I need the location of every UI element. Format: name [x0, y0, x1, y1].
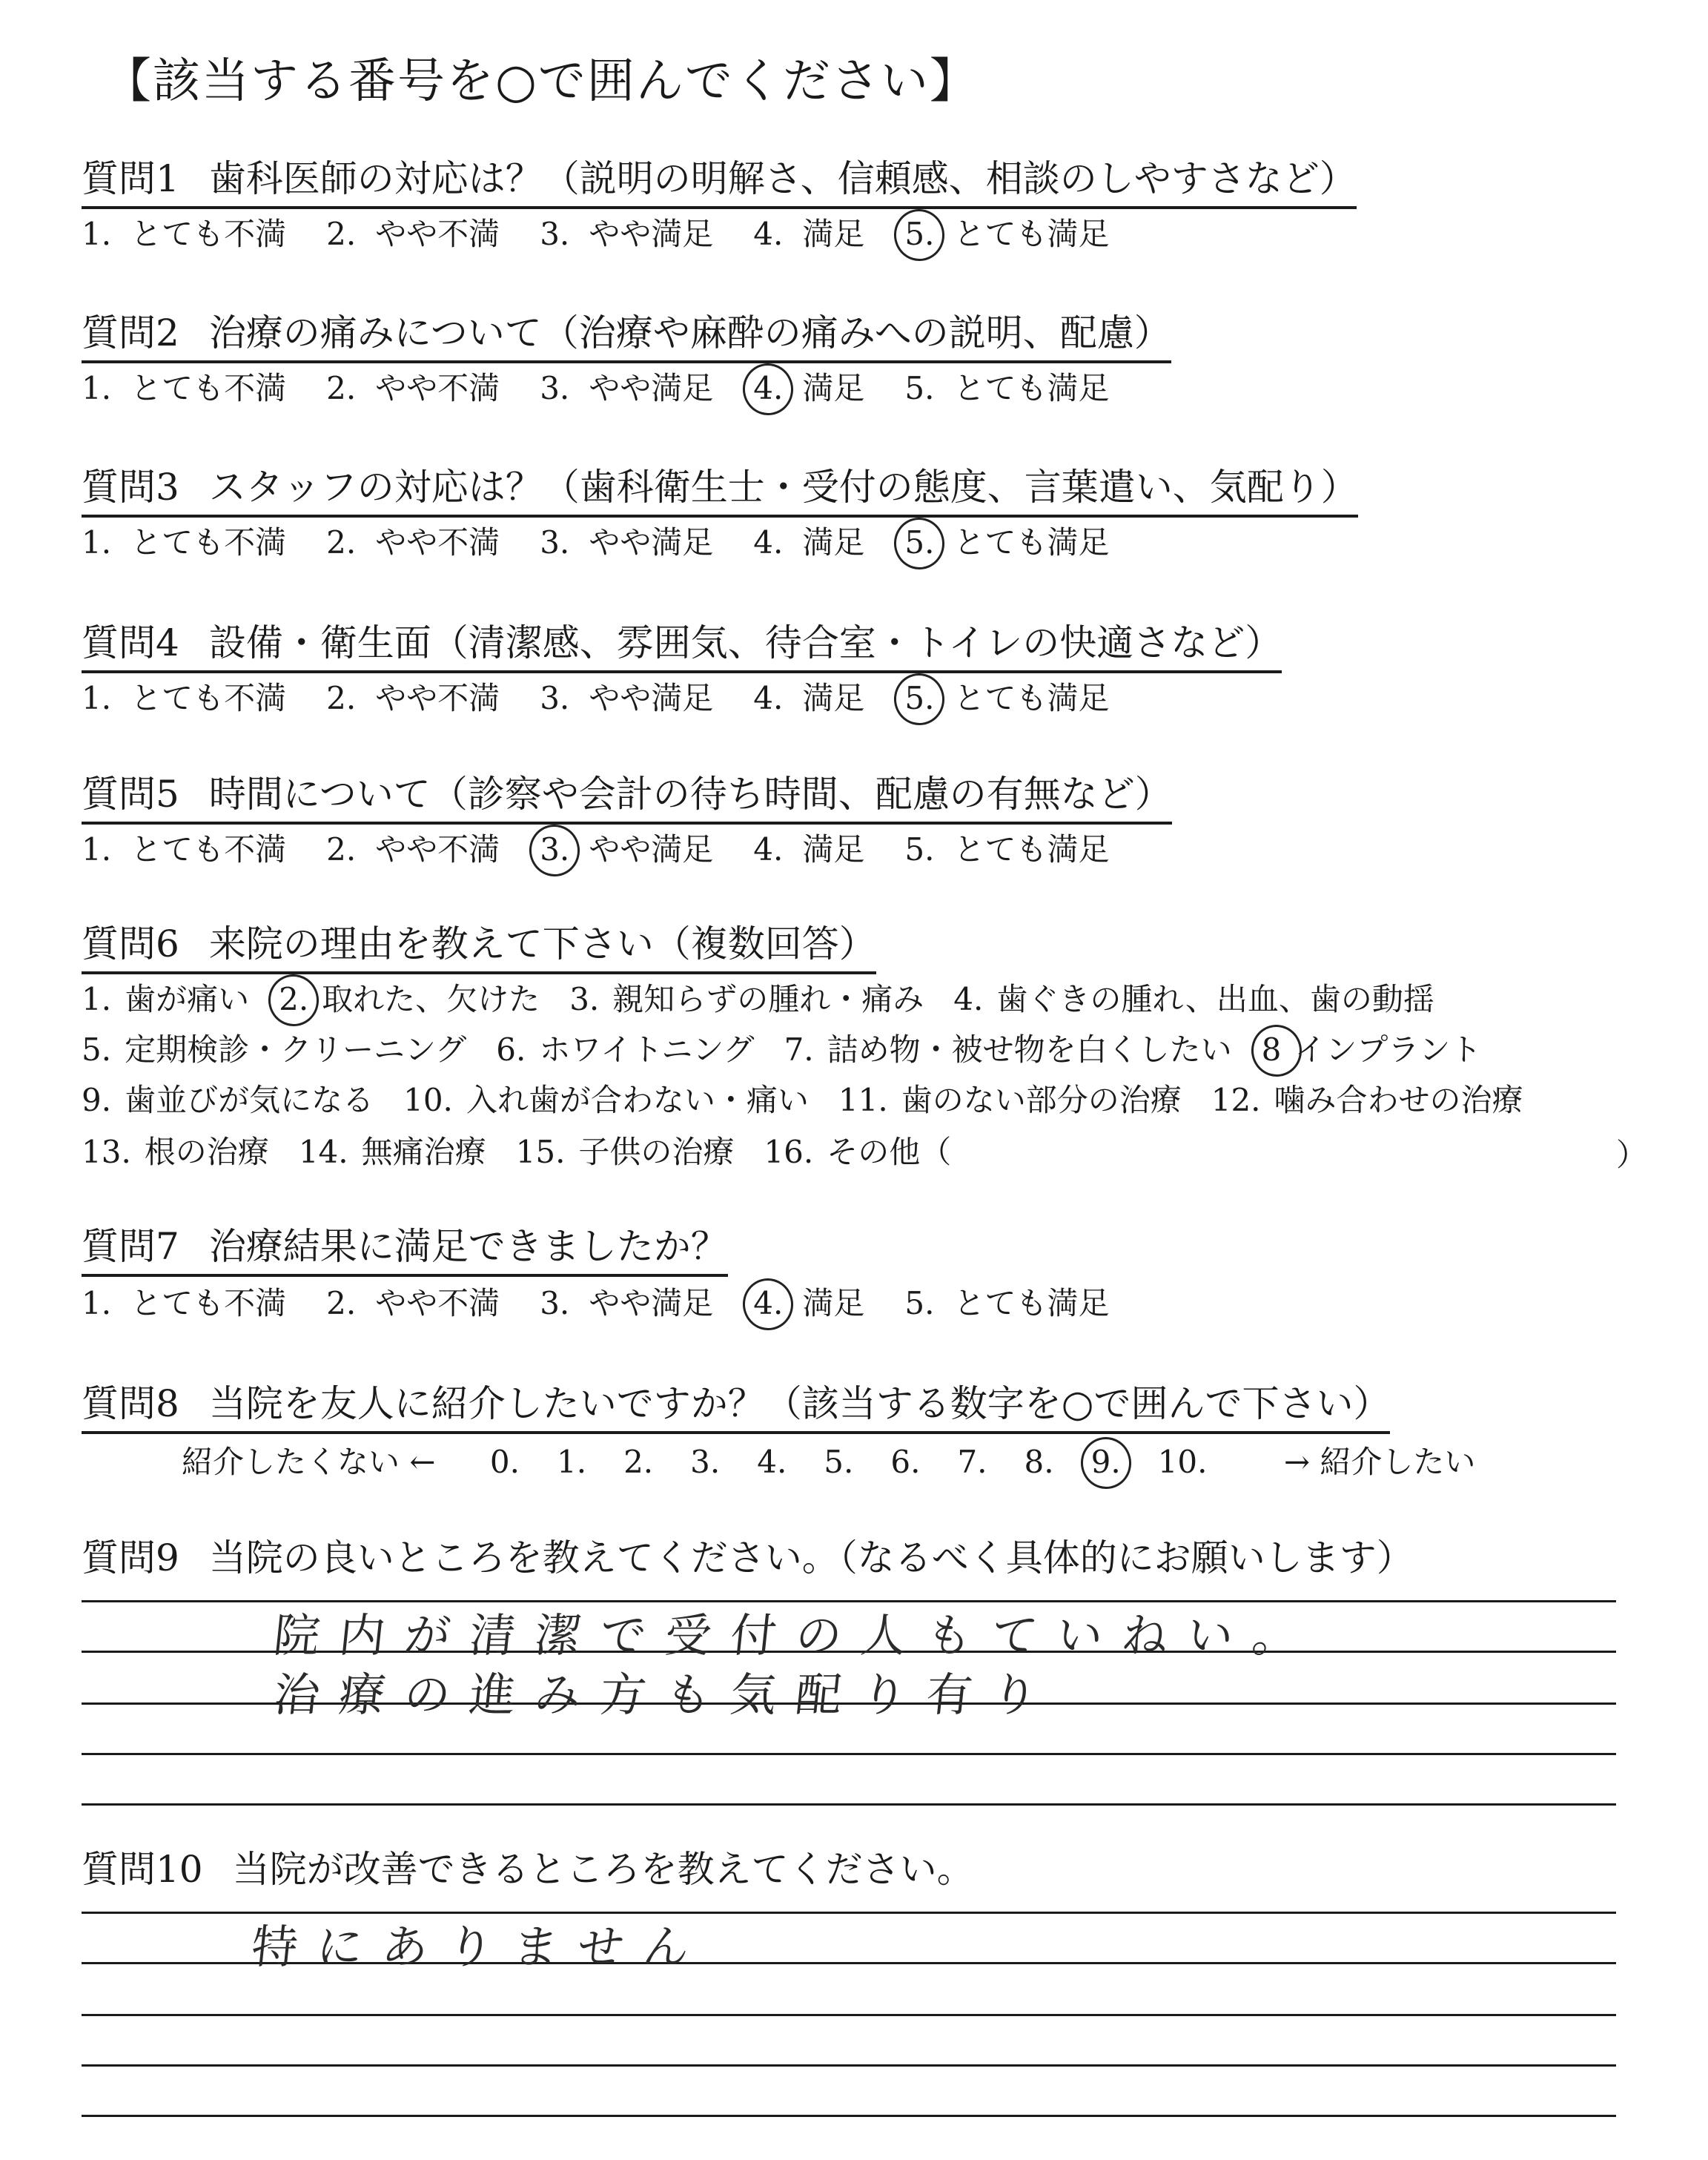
option-number: 8 [1261, 1031, 1282, 1068]
question-title [82, 771, 1172, 825]
option-label: とても不満 [130, 1285, 287, 1321]
q7-options [82, 1283, 1109, 1324]
q8-title [82, 1381, 1390, 1434]
nps-value[interactable]: 2. [623, 1444, 654, 1480]
nps-value[interactable]: 10. [1157, 1444, 1208, 1480]
nps-value[interactable]: 7. [957, 1444, 987, 1480]
option-label: 歯ぐきの腫れ、出血、歯の動揺 [996, 981, 1434, 1017]
q10-text: 当院が改善できるところを教えてください。 [232, 1848, 974, 1891]
reason-option[interactable] [569, 979, 924, 1020]
question-text: 治療の痛みについて（治療や麻酔の痛みへの説明、配慮） [208, 311, 1171, 354]
option-number: 2. [326, 370, 357, 406]
nps-value[interactable]: 9. [1091, 1441, 1121, 1483]
option-number: 2. [326, 831, 357, 868]
rating-option[interactable] [753, 214, 864, 255]
rating-option[interactable] [540, 829, 713, 871]
rating-option[interactable] [540, 678, 713, 719]
option-label: やや満足 [589, 524, 714, 561]
option-label: やや不満 [375, 370, 500, 406]
option-number: 5. [904, 216, 935, 252]
nps-value[interactable]: 3. [690, 1444, 721, 1480]
q6-text: 来院の理由を教えて下さい（複数回答） [208, 922, 876, 965]
option-number: 5. [82, 1031, 112, 1068]
option-number: 1. [82, 680, 112, 716]
reason-option[interactable] [82, 979, 249, 1020]
reason-option[interactable] [516, 1132, 735, 1173]
option-number: 13. [82, 1134, 131, 1170]
option-label: 満足 [802, 831, 865, 868]
option-label: 満足 [802, 370, 865, 406]
option-label: 子供の治療 [578, 1134, 735, 1170]
option-number: 1. [82, 831, 112, 868]
question-text: スタッフの対応は？（歯科衛生士・受付の態度、言葉遣い、気配り） [208, 466, 1358, 509]
option-number: 1. [82, 216, 112, 252]
q8-text: 当院を友人に紹介したいですか？（該当する数字を○で囲んで下さい） [208, 1382, 1391, 1425]
rating-option[interactable] [326, 368, 500, 409]
option-number: 2. [326, 524, 357, 561]
option-number: 12. [1211, 1082, 1261, 1118]
rating-option[interactable] [82, 1283, 286, 1324]
option-label: やや不満 [375, 680, 500, 716]
option-number: 2. [326, 216, 357, 252]
question-number: 質問2 [82, 311, 179, 354]
option-label: 噛み合わせの治療 [1274, 1082, 1523, 1118]
rating-option[interactable] [540, 522, 713, 564]
option-label: とても不満 [130, 524, 287, 561]
q8-number: 質問8 [82, 1382, 179, 1425]
option-number: 16. [764, 1134, 814, 1170]
option-number: 4. [753, 680, 784, 716]
question-number: 質問3 [82, 466, 179, 509]
rating-option[interactable] [904, 214, 1109, 255]
option-label: やや不満 [375, 1285, 500, 1321]
reason-option[interactable] [953, 979, 1434, 1020]
rating-option[interactable] [540, 368, 713, 409]
reason-option[interactable] [784, 1029, 1232, 1071]
option-number: 2. [326, 680, 357, 716]
nps-value[interactable]: 6. [890, 1444, 921, 1480]
option-label: とても満足 [953, 524, 1110, 561]
option-number: 3. [540, 831, 570, 868]
option-label: 入れ歯が合わない・痛い [466, 1082, 809, 1118]
option-number: 4. [753, 370, 784, 406]
option-number: 5. [904, 831, 935, 868]
rating-option[interactable] [753, 1283, 864, 1324]
answer-line [82, 2064, 1616, 2067]
rating-option[interactable] [540, 214, 713, 255]
option-label: 定期検診・クリーニング [125, 1031, 467, 1068]
option-label: 根の治療 [144, 1134, 269, 1170]
q7-title [82, 1223, 728, 1277]
option-number: 1. [82, 370, 112, 406]
q8-left-label: 紹介したくない ← [182, 1444, 436, 1480]
option-label: 満足 [802, 1285, 865, 1321]
q9-answer-line2: 治療の進み方も気配り有り [271, 1668, 1060, 1722]
option-label: とても不満 [130, 370, 287, 406]
q10-title [82, 1846, 974, 1897]
rating-option[interactable] [82, 829, 286, 871]
option-number: 1. [82, 524, 112, 561]
question-title [82, 156, 1357, 209]
rating-option[interactable] [82, 214, 286, 255]
rating-option[interactable] [326, 522, 500, 564]
rating-option[interactable] [904, 1283, 1109, 1324]
q9-title [82, 1535, 1414, 1585]
q8-scale [182, 1441, 1475, 1483]
option-label: やや満足 [589, 370, 714, 406]
option-label: とても満足 [953, 1285, 1110, 1321]
q6-title [82, 921, 876, 974]
option-label: とても不満 [130, 680, 287, 716]
question-number: 質問4 [82, 621, 179, 664]
option-number: 3. [540, 524, 570, 561]
q6-number: 質問6 [82, 922, 179, 965]
question-title [82, 310, 1171, 363]
option-label: 親知らずの腫れ・痛み [612, 981, 924, 1017]
option-label: とても不満 [130, 216, 287, 252]
option-label: 満足 [802, 216, 865, 252]
rating-option[interactable] [326, 1283, 500, 1324]
option-number: 1. [82, 981, 112, 1017]
question-options [82, 829, 1109, 871]
option-number: 5. [904, 524, 935, 561]
question-options [82, 214, 1109, 255]
option-number: 3. [540, 680, 570, 716]
option-number: 11. [838, 1082, 888, 1118]
option-number: 1. [82, 1285, 112, 1321]
option-number: 14. [298, 1134, 348, 1170]
option-label: やや満足 [589, 680, 714, 716]
option-number: 9. [82, 1082, 112, 1118]
option-label: とても満足 [953, 831, 1110, 868]
option-label: ホワイトニング [539, 1031, 755, 1068]
option-number: 2. [326, 1285, 357, 1321]
q6-option-row [82, 979, 1464, 1020]
question-text: 設備・衛生面（清潔感、雰囲気、待合室・トイレの快適さなど） [208, 621, 1282, 664]
q6-option-row [82, 1132, 981, 1173]
option-label: やや不満 [375, 524, 500, 561]
question-options [82, 522, 1109, 564]
reason-option[interactable] [1211, 1080, 1523, 1121]
nps-value[interactable]: 8. [1024, 1444, 1054, 1480]
option-number: 5. [904, 1285, 935, 1321]
q10-number: 質問10 [82, 1848, 203, 1891]
option-number: 3. [540, 216, 570, 252]
option-label: やや満足 [589, 1285, 714, 1321]
option-label: やや満足 [589, 216, 714, 252]
option-number: 4. [753, 216, 784, 252]
q6-option-row [82, 1080, 1553, 1121]
option-label: 満足 [802, 680, 865, 716]
rating-option[interactable] [904, 678, 1109, 719]
option-number: 3. [540, 370, 570, 406]
page-title: 【該当する番号を○で囲んでください】 [104, 54, 979, 109]
question-number: 質問5 [82, 773, 179, 816]
option-label: インプラント [1294, 1031, 1482, 1068]
option-number: 4. [753, 524, 784, 561]
option-label: とても満足 [953, 370, 1110, 406]
option-number: 2. [279, 981, 309, 1017]
rating-option[interactable] [82, 368, 286, 409]
option-number: 5. [904, 680, 935, 716]
rating-option[interactable] [326, 678, 500, 719]
reason-option[interactable] [496, 1029, 754, 1071]
reason-option[interactable] [279, 979, 540, 1020]
option-label: 歯並びが気になる [125, 1082, 374, 1118]
option-number: 10. [403, 1082, 453, 1118]
q9-number: 質問9 [82, 1536, 179, 1579]
rating-option[interactable] [904, 368, 1109, 409]
answer-line [82, 1803, 1616, 1806]
option-label: やや満足 [589, 831, 714, 868]
rating-option[interactable] [540, 1283, 713, 1324]
reason-option[interactable] [403, 1080, 809, 1121]
nps-value[interactable]: 0. [489, 1444, 520, 1480]
answer-line [82, 1753, 1616, 1755]
rating-option[interactable] [326, 829, 500, 871]
q9-text: 当院の良いところを教えてください。（なるべく具体的にお願いします） [208, 1536, 1414, 1579]
q9-answer-line1: 院内が清潔で受付の人もていねい。 [271, 1608, 1321, 1662]
option-number: 7. [784, 1031, 814, 1068]
q6-close-paren: ） [1616, 1137, 1648, 1173]
option-label: 無痛治療 [361, 1134, 486, 1170]
reason-option[interactable] [82, 1080, 374, 1121]
rating-option[interactable] [82, 678, 286, 719]
reason-option[interactable] [838, 1080, 1182, 1121]
q8-values [490, 1441, 1245, 1483]
reason-option[interactable] [764, 1132, 951, 1173]
option-label: 歯のない部分の治療 [901, 1082, 1182, 1118]
rating-option[interactable] [326, 214, 500, 255]
rating-option[interactable] [904, 522, 1109, 564]
q6-option-row [82, 1029, 1511, 1071]
answer-line [82, 2115, 1616, 2117]
question-title [82, 620, 1282, 673]
rating-option[interactable] [753, 829, 864, 871]
option-number: 3. [569, 981, 600, 1017]
q7-text: 治療結果に満足できましたか？ [208, 1225, 728, 1268]
option-label: とても満足 [953, 680, 1110, 716]
question-options [82, 368, 1109, 409]
question-text: 歯科医師の対応は？（説明の明解さ、信頼感、相談のしやすさなど） [208, 157, 1357, 200]
question-title [82, 464, 1358, 518]
nps-value[interactable]: 5. [824, 1444, 854, 1480]
rating-option[interactable] [753, 678, 864, 719]
reason-option[interactable] [82, 1132, 269, 1173]
option-label: その他（ [827, 1134, 952, 1170]
rating-option[interactable] [904, 829, 1109, 871]
rating-option[interactable] [753, 368, 864, 409]
rating-option[interactable] [82, 522, 286, 564]
option-label: とても満足 [953, 216, 1110, 252]
option-label: やや不満 [375, 831, 500, 868]
question-number: 質問1 [82, 157, 179, 200]
question-options [82, 678, 1109, 719]
q7-number: 質問7 [82, 1225, 179, 1268]
nps-value[interactable]: 4. [757, 1444, 787, 1480]
option-number: 15. [515, 1134, 566, 1170]
q10-answer: 特にありません [248, 1920, 712, 1974]
reason-option[interactable] [82, 1029, 466, 1071]
option-number: 6. [496, 1031, 526, 1068]
option-label: 取れた、欠けた [322, 981, 540, 1017]
option-number: 5. [904, 370, 935, 406]
question-text: 時間について（診察や会計の待ち時間、配慮の有無など） [208, 773, 1172, 816]
reason-option[interactable] [1262, 1029, 1482, 1071]
option-number: 4. [753, 1285, 784, 1321]
option-number: 3. [540, 1285, 570, 1321]
nps-value[interactable]: 1. [556, 1444, 587, 1480]
option-label: やや不満 [375, 216, 500, 252]
option-number: 4. [953, 981, 984, 1017]
option-label: 歯が痛い [125, 981, 250, 1017]
option-number: 4. [753, 831, 784, 868]
option-label: とても不満 [130, 831, 287, 868]
rating-option[interactable] [753, 522, 864, 564]
q8-right-label: → 紹介したい [1283, 1444, 1476, 1480]
option-label: 満足 [802, 524, 865, 561]
reason-option[interactable] [299, 1132, 486, 1173]
answer-line [82, 2014, 1616, 2016]
option-label: 詰め物・被せ物を白くしたい [827, 1031, 1232, 1068]
